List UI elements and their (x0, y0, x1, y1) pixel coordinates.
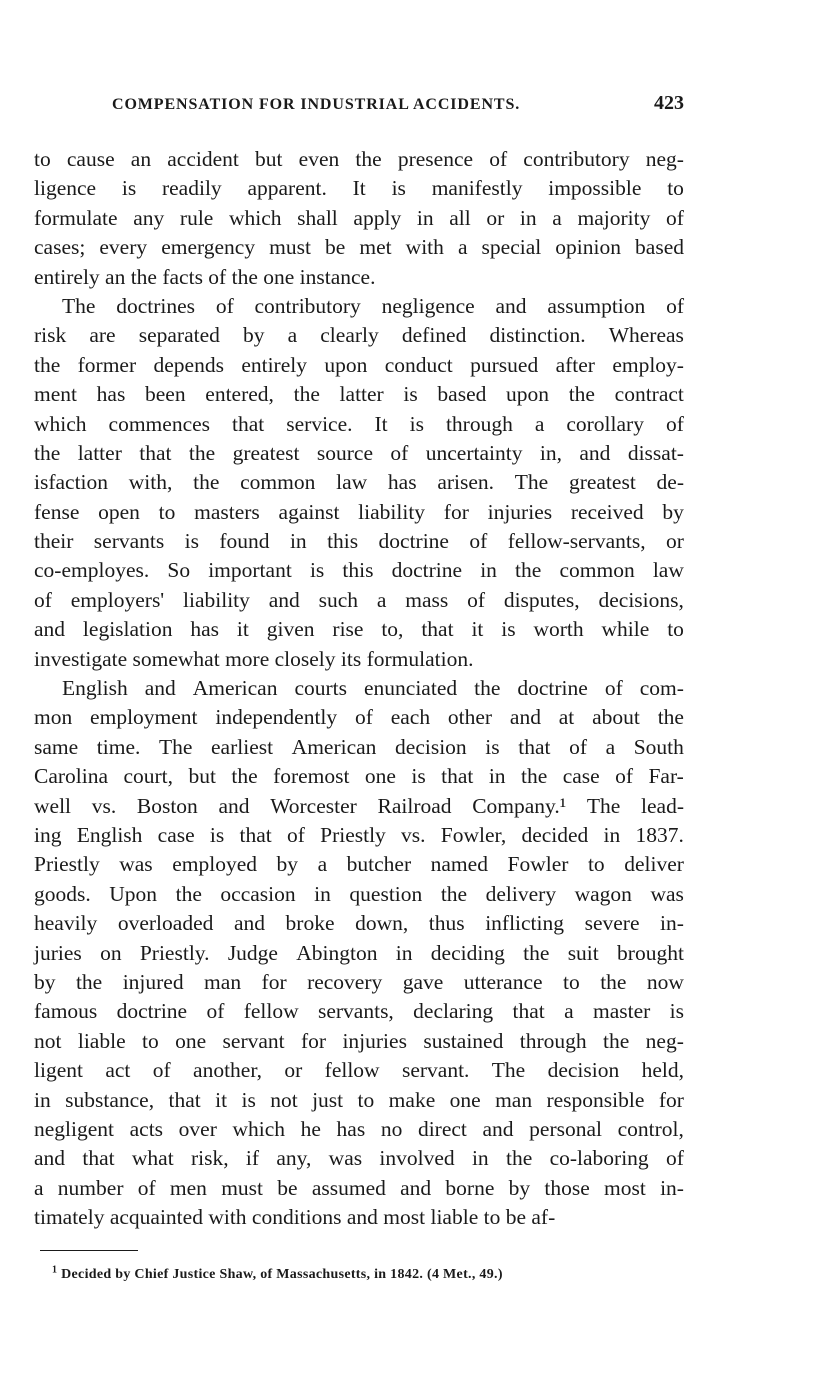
text-line: English and American courts enunciated the doctrine of com- (62, 676, 684, 701)
text-line: the former depends entirely upon conduct pursued after employ- (34, 352, 684, 377)
body-text (34, 145, 684, 1232)
text-line: to cause an accident but even the presence of contributory neg- (34, 147, 684, 171)
text-line: The doctrines of contributory negligence and assumption of (62, 293, 684, 318)
text-line: ligent act of another, or fellow servant. The decision held, (34, 1058, 684, 1083)
text-line: ment has been entered, the latter is based upon the contract (34, 382, 684, 407)
text-line: same time. The earliest American decision is that of a South (34, 734, 684, 759)
text-line: Carolina court, but the foremost one is that in the case of Far- (34, 764, 684, 789)
text-line: of employers' liability and such a mass of disputes, decisions, (34, 587, 684, 612)
text-line: the latter that the greatest source of uncertainty in, and dissat- (34, 440, 684, 465)
text-line: their servants is found in this doctrine of fellow-servants, or (34, 529, 684, 554)
footnote-marker: 1 (52, 1264, 58, 1276)
text-line: ing English case is that of Priestly vs. Fowler, decided in 1837. (34, 822, 684, 847)
page-number: 423 (654, 92, 684, 114)
text-line: and legislation has it given rise to, that it is worth while to (34, 617, 684, 642)
text-line: risk are separated by a clearly defined distinction. Whereas (34, 323, 684, 348)
text-line: cases; every emergency must be met with a special opinion based (34, 235, 684, 260)
text-line: fense open to masters against liability for injuries received by (34, 499, 684, 524)
footnote (52, 1264, 692, 1283)
text-line: negligent acts over which he has no direct and personal control, (34, 1116, 684, 1141)
running-head (112, 92, 684, 120)
text-line: well vs. Boston and Worcester Railroad Company.¹ The lead- (34, 793, 684, 818)
text-line: isfaction with, the common law has arisen. The greatest de- (34, 470, 684, 495)
text-line: entirely an the facts of the one instance. (34, 264, 376, 289)
footnote-rule (40, 1250, 138, 1251)
running-title: COMPENSATION FOR INDUSTRIAL ACCIDENTS. (112, 96, 521, 113)
text-line: in substance, that it is not just to make one man responsible for (34, 1087, 684, 1112)
text-line: juries on Priestly. Judge Abington in deciding the suit brought (34, 940, 684, 965)
footnote-text: Decided by Chief Justice Shaw, of Massachusetts, in 1842. (4 Met., 49.) (61, 1267, 503, 1282)
text-line: a number of men must be assumed and borne by those most in- (34, 1175, 684, 1200)
text-line: famous doctrine of fellow servants, declaring that a master is (34, 999, 684, 1024)
text-line: by the injured man for recovery gave utterance to the now (34, 969, 684, 994)
paragraph (34, 292, 684, 674)
text-line: mon employment independently of each other and at about the (34, 705, 684, 730)
text-line: formulate any rule which shall apply in all or in a majority of (34, 205, 684, 230)
text-line: investigate somewhat more closely its formulation. (34, 646, 474, 671)
text-line: ligence is readily apparent. It is manifestly impossible to (34, 176, 684, 201)
text-line: and that what risk, if any, was involved in the co-laboring of (34, 1146, 684, 1171)
text-line: not liable to one servant for injuries sustained through the neg- (34, 1028, 684, 1053)
text-line: heavily overloaded and broke down, thus inflicting severe in- (34, 911, 684, 936)
text-line: goods. Upon the occasion in question the delivery wagon was (34, 881, 684, 906)
text-line: co-employes. So important is this doctrine in the common law (34, 558, 684, 583)
text-line: timately acquainted with conditions and most liable to be af- (34, 1205, 556, 1230)
text-line: which commences that service. It is through a corollary of (34, 411, 684, 436)
paragraph (34, 674, 684, 1232)
text-line: Priestly was employed by a butcher named Fowler to deliver (34, 852, 684, 877)
paragraph (34, 145, 684, 292)
